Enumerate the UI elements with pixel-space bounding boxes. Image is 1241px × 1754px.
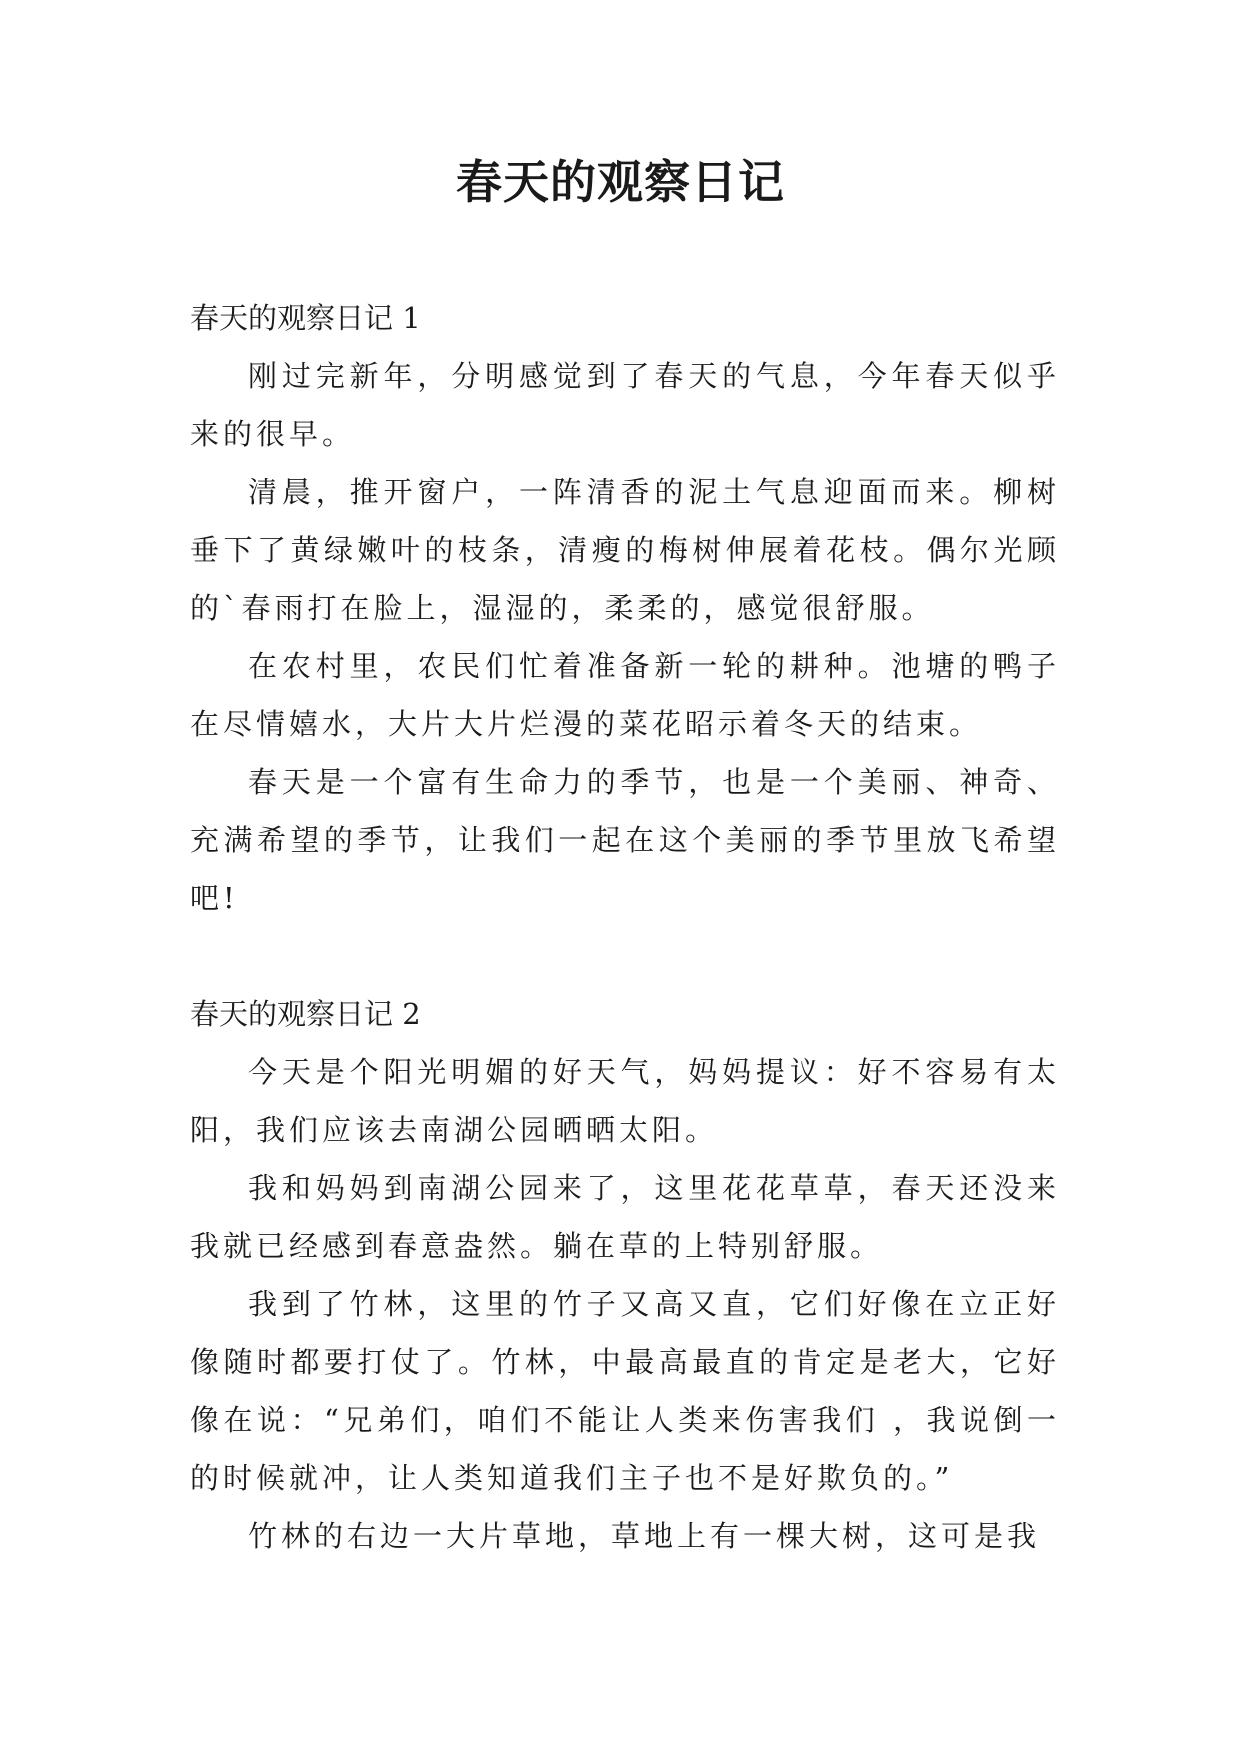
paragraph: 刚过完新年，分明感觉到了春天的气息，今年春天似乎来的很早。: [190, 359, 1060, 451]
paragraph: 在农村里，农民们忙着准备新一轮的耕种。池塘的鸭子在尽情嬉水，大片大片烂漫的菜花昭示着冬天的结束。: [190, 649, 1060, 741]
paragraph: 今天是个阳光明媚的好天气，妈妈提议：好不容易有太阳，我们应该去南湖公园晒晒太阳。: [190, 1055, 1060, 1147]
paragraph: 我和妈妈到南湖公园来了，这里花花草草，春天还没来我就已经感到春意盎然。躺在草的上特别舒服。: [190, 1171, 1060, 1263]
document-title: 春天的观察日记: [456, 155, 785, 209]
paragraph: 我到了竹林，这里的竹子又高又直，它们好像在立正好像随时都要打仗了。竹林，中最高最直的肯定是老大，它好像在说：“兄弟们，咱们不能让人类来伤害我们 ，我说倒一的时候就冲，让人类知道我们主子也不是好欺负的。”: [190, 1287, 1060, 1495]
paragraph: 竹林的右边一大片草地，草地上有一棵大树，这可是我: [248, 1519, 1041, 1553]
diary-entry-1: [190, 289, 1060, 927]
entry-heading: 春天的观察日记 2: [190, 997, 421, 1031]
paragraph: 春天是一个富有生命力的季节，也是一个美丽、神奇、充满希望的季节，让我们一起在这个美丽的季节里放飞希望吧!: [190, 765, 1060, 915]
document-body: [190, 289, 1060, 1565]
entry-heading: 春天的观察日记 1: [190, 301, 421, 335]
paragraph: 清晨，推开窗户，一阵清香的泥土气息迎面而来。柳树垂下了黄绿嫩叶的枝条，清瘦的梅树伸展着花枝。偶尔光顾的`春雨打在脸上，湿湿的，柔柔的，感觉很舒服。: [190, 475, 1060, 625]
diary-entry-2: [190, 985, 1060, 1565]
